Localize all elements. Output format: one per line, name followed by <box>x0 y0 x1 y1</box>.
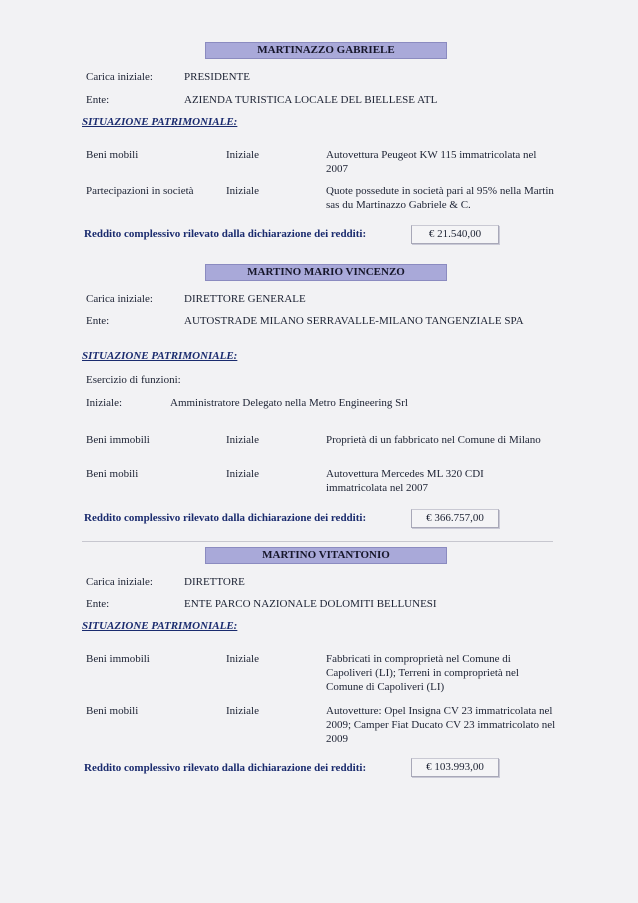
reddito-amount: € 366.757,00 <box>411 509 499 528</box>
asset-description: Autovettura Peugeot KW 115 immatricolata nel 2007 <box>326 149 537 175</box>
carica-value: DIRETTORE <box>184 576 245 588</box>
reddito-label: Reddito complessivo rilevato dalla dichiarazione dei redditi: <box>84 512 367 524</box>
asset-description: Autovetture: Opel Insigna CV 23 immatricolata nel 2009; Camper Fiat Ducato CV 23 immatricolato nel 2009 <box>326 705 556 745</box>
ente-value: AUTOSTRADE MILANO SERRAVALLE-MILANO TANGENZIALE SPA <box>184 315 524 327</box>
asset-description: Proprietà di un fabbricato nel Comune di Milano <box>326 434 541 446</box>
carica-label: Carica iniziale: <box>86 293 153 305</box>
ente-label: Ente: <box>86 598 110 610</box>
carica-label: Carica iniziale: <box>86 71 153 83</box>
situazione-patrimoniale-title: SITUAZIONE PATRIMONIALE: <box>82 350 238 362</box>
person-name-bar: MARTINO VITANTONIO <box>205 547 447 564</box>
asset-description: Fabbricati in comproprietà nel Comune di Capoliveri (LI); Terreni in comproprietà nel Comune di Capoliveri (LI) <box>326 653 519 693</box>
person-name-bar: MARTINO MARIO VINCENZO <box>205 264 447 281</box>
reddito-label: Reddito complessivo rilevato dalla dichiarazione dei redditi: <box>84 762 367 774</box>
asset-category: Beni mobili <box>86 705 139 717</box>
section-divider <box>82 541 553 542</box>
asset-description: Quote possedute in società pari al 95% nella Martin sas du Martinazzo Gabriele & C. <box>326 185 554 211</box>
person-name-bar: MARTINAZZO GABRIELE <box>205 42 447 59</box>
ente-value: AZIENDA TURISTICA LOCALE DEL BIELLESE ATL <box>184 94 438 106</box>
carica-value: PRESIDENTE <box>184 71 250 83</box>
esercizio-funzioni-label: Esercizio di funzioni: <box>86 374 181 386</box>
ente-label: Ente: <box>86 94 110 106</box>
asset-category: Beni immobili <box>86 434 150 446</box>
esercizio-iniziale-value: Amministratore Delegato nella Metro Engineering Srl <box>170 397 408 409</box>
asset-phase: Iniziale <box>226 185 259 197</box>
reddito-amount: € 103.993,00 <box>411 758 499 777</box>
reddito-amount: € 21.540,00 <box>411 225 499 244</box>
situazione-patrimoniale-title: SITUAZIONE PATRIMONIALE: <box>82 116 238 128</box>
esercizio-iniziale-label: Iniziale: <box>86 397 123 409</box>
asset-description: Autovettura Mercedes ML 320 CDI immatricolata nel 2007 <box>326 468 484 494</box>
asset-category: Beni mobili <box>86 468 139 480</box>
asset-category: Beni mobili <box>86 149 139 161</box>
asset-phase: Iniziale <box>226 705 259 717</box>
asset-phase: Iniziale <box>226 468 259 480</box>
asset-phase: Iniziale <box>226 434 259 446</box>
asset-category: Beni immobili <box>86 653 150 665</box>
situazione-patrimoniale-title: SITUAZIONE PATRIMONIALE: <box>82 620 238 632</box>
asset-category: Partecipazioni in società <box>86 185 194 197</box>
asset-phase: Iniziale <box>226 149 259 161</box>
carica-value: DIRETTORE GENERALE <box>184 293 306 305</box>
ente-value: ENTE PARCO NAZIONALE DOLOMITI BELLUNESI <box>184 598 437 610</box>
carica-label: Carica iniziale: <box>86 576 153 588</box>
reddito-label: Reddito complessivo rilevato dalla dichiarazione dei redditi: <box>84 228 367 240</box>
ente-label: Ente: <box>86 315 110 327</box>
asset-phase: Iniziale <box>226 653 259 665</box>
